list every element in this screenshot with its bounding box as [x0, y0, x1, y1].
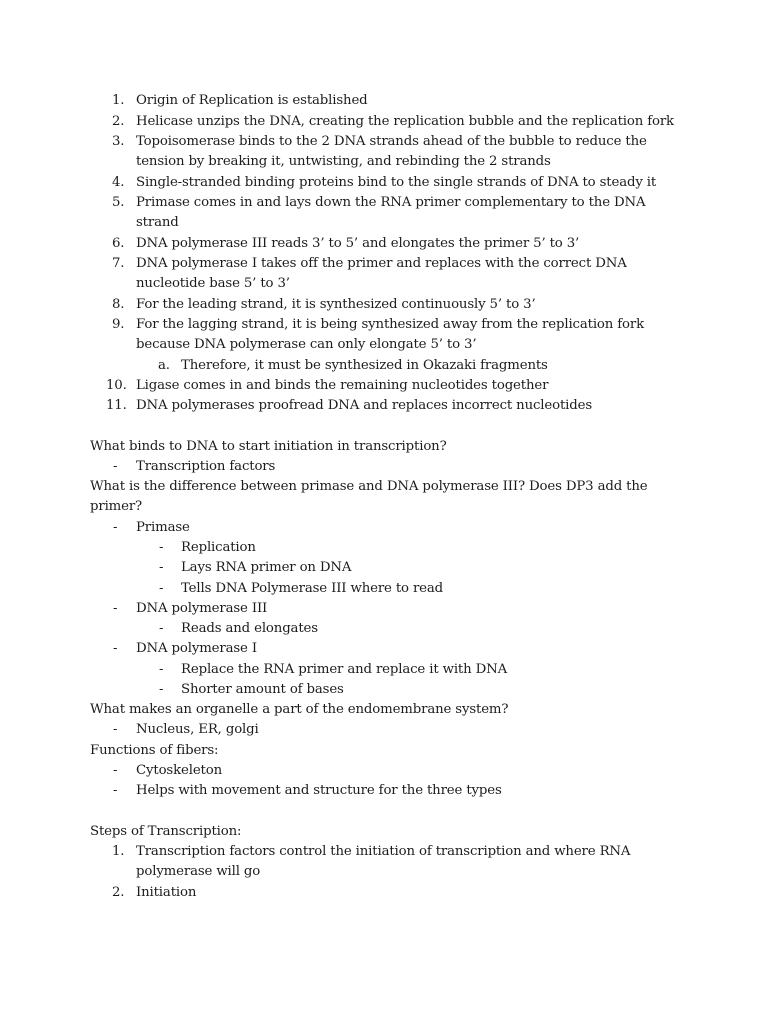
- section-heading: Steps of Transcription:: [90, 824, 242, 839]
- list-item-continuation: tension by breaking it, untwisting, and rebinding the 2 strands: [136, 154, 551, 169]
- list-item: DNA polymerases proofread DNA and replaces incorrect nucleotides: [136, 398, 593, 413]
- list-number: 1.: [112, 844, 125, 859]
- list-item: DNA polymerase I takes off the primer and replaces with the correct DNA: [136, 256, 627, 271]
- question-text: What makes an organelle a part of the endomembrane system?: [90, 702, 509, 717]
- bullet-dash: -: [113, 763, 118, 778]
- list-item-continuation: strand: [136, 215, 179, 230]
- answer-text: Primase: [136, 520, 190, 535]
- sub-answer-text: Reads and elongates: [181, 621, 318, 636]
- question-text: Functions of fibers:: [90, 743, 219, 758]
- list-number: 5.: [112, 195, 125, 210]
- bullet-dash: -: [113, 601, 118, 616]
- list-number: 6.: [112, 236, 125, 251]
- list-number: 11.: [106, 398, 127, 413]
- list-item: Origin of Replication is established: [136, 93, 368, 108]
- list-item: Ligase comes in and binds the remaining nucleotides together: [136, 378, 549, 393]
- answer-text: Cytoskeleton: [136, 763, 223, 778]
- sub-answer-text: Replace the RNA primer and replace it with DNA: [181, 662, 508, 677]
- sublist-letter: a.: [158, 358, 170, 373]
- list-item: For the leading strand, it is synthesized continuously 5’ to 3’: [136, 297, 536, 312]
- bullet-dash: -: [159, 621, 164, 636]
- list-number: 3.: [112, 134, 125, 149]
- bullet-dash: -: [159, 581, 164, 596]
- list-number: 8.: [112, 297, 125, 312]
- list-item-continuation: nucleotide base 5’ to 3’: [136, 276, 290, 291]
- answer-text: Transcription factors: [136, 459, 276, 474]
- answer-text: DNA polymerase I: [136, 641, 257, 656]
- list-number: 1.: [112, 93, 125, 108]
- bullet-dash: -: [113, 641, 118, 656]
- sublist-item: Therefore, it must be synthesized in Okazaki fragments: [181, 358, 548, 373]
- list-item: Transcription factors control the initiation of transcription and where RNA: [136, 844, 631, 859]
- question-text: What binds to DNA to start initiation in transcription?: [90, 439, 447, 454]
- list-number: 2.: [112, 885, 125, 900]
- list-item: DNA polymerase III reads 3’ to 5’ and elongates the primer 5’ to 3’: [136, 236, 580, 251]
- sub-answer-text: Replication: [181, 540, 256, 555]
- list-number: 7.: [112, 256, 125, 271]
- list-number: 2.: [112, 114, 125, 129]
- bullet-dash: -: [113, 520, 118, 535]
- list-item: Single-stranded binding proteins bind to the single strands of DNA to steady it: [136, 175, 657, 190]
- answer-text: DNA polymerase III: [136, 601, 268, 616]
- bullet-dash: -: [113, 459, 118, 474]
- bullet-dash: -: [159, 560, 164, 575]
- answer-text: Nucleus, ER, golgi: [136, 722, 259, 737]
- list-item: Helicase unzips the DNA, creating the replication bubble and the replication fork: [136, 114, 674, 129]
- list-item: For the lagging strand, it is being synthesized away from the replication fork: [136, 317, 645, 332]
- bullet-dash: -: [159, 682, 164, 697]
- answer-text: Helps with movement and structure for the three types: [136, 783, 502, 798]
- sub-answer-text: Lays RNA primer on DNA: [181, 560, 352, 575]
- list-item: Initiation: [136, 885, 197, 900]
- list-number: 10.: [106, 378, 127, 393]
- list-item-continuation: because DNA polymerase can only elongate 5’ to 3’: [136, 337, 477, 352]
- bullet-dash: -: [159, 662, 164, 677]
- question-text-continuation: primer?: [90, 499, 143, 514]
- bullet-dash: -: [159, 540, 164, 555]
- sub-answer-text: Shorter amount of bases: [181, 682, 344, 697]
- question-text: What is the difference between primase and DNA polymerase III? Does DP3 add the: [90, 479, 648, 494]
- list-item-continuation: polymerase will go: [136, 864, 261, 879]
- list-number: 4.: [112, 175, 125, 190]
- sub-answer-text: Tells DNA Polymerase III where to read: [181, 581, 444, 596]
- list-item: Topoisomerase binds to the 2 DNA strands ahead of the bubble to reduce the: [136, 134, 647, 149]
- list-number: 9.: [112, 317, 125, 332]
- list-item: Primase comes in and lays down the RNA primer complementary to the DNA: [136, 195, 646, 210]
- bullet-dash: -: [113, 783, 118, 798]
- bullet-dash: -: [113, 722, 118, 737]
